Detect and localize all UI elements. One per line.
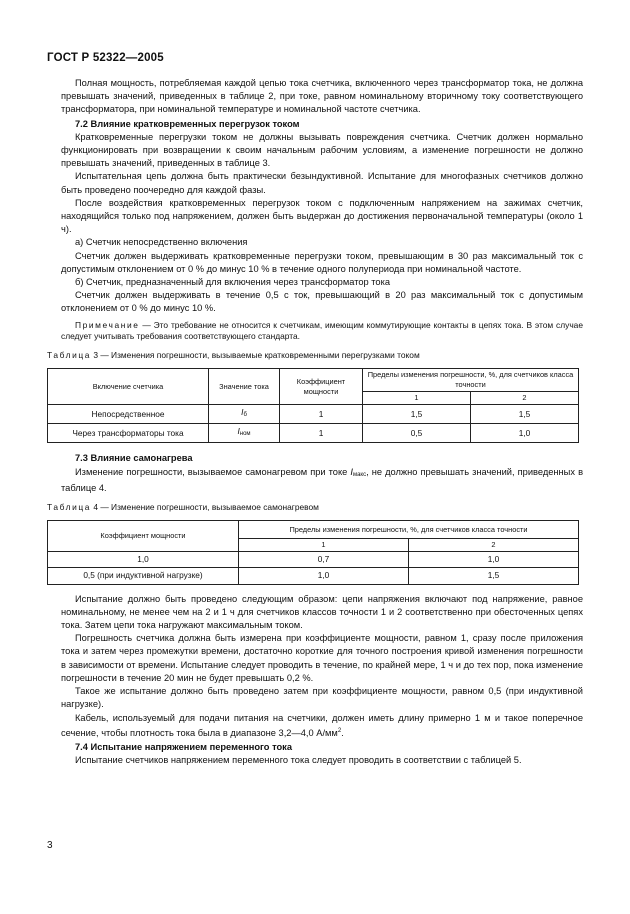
- table-cell: 1,5: [363, 405, 471, 424]
- table4-header-class-1: 1: [239, 539, 409, 552]
- table-cell: 0,5 (при индуктивной нагрузке): [48, 568, 239, 584]
- table-cell: Iном: [209, 424, 280, 443]
- table4-caption-label: Таблица: [47, 502, 92, 513]
- table3-caption: [47, 349, 583, 362]
- table-4: [47, 520, 579, 584]
- paragraph: После воздействия кратковременных перегрузок током с подключенным напряжением на зажимах счетчик, находящийся только под напряжением, должен быть выдержан до достижения первоначальной температуры (около 1 ч).: [61, 197, 583, 235]
- section-heading-7-4: 7.4 Испытание напряжением переменного тока: [75, 742, 292, 752]
- table3-header-power-factor: Коэффициент мощности: [280, 369, 363, 405]
- list-item-b: б) Счетчик, предназначенный для включения через трансформатор тока: [75, 277, 391, 288]
- section-heading-7-3: 7.3 Влияние самонагрева: [75, 453, 193, 464]
- list-item-a: а) Счетчик непосредственно включения: [75, 237, 248, 248]
- paragraph: Такое же испытание должно быть проведено затем при коэффициенте мощности, равном 0,5 (при индуктивной нагрузке).: [61, 686, 583, 710]
- paragraph: Полная мощность, потребляемая каждой цепью тока счетчика, включенного через трансформатор тока, не должна превышать значений, приведенных в таблице 2, при токе, равном номинальному вторичному току соответствующего трансформатора, при номинальной температуре и номинальной частоте счетчика.: [61, 78, 583, 115]
- table-cell: 1,0: [408, 552, 578, 568]
- paragraph: Счетчик должен выдерживать в течение 0,5 с ток, превышающий в 20 раз максимальный ток с допустимым отклонением от 0 % до минус 10 %.: [61, 290, 583, 314]
- note: [61, 320, 583, 343]
- table-cell: 1,5: [408, 568, 578, 584]
- table-row: [48, 405, 579, 424]
- table-cell: Непосредственное: [48, 405, 209, 424]
- paragraph: Погрешность счетчика должна быть измерена при коэффициенте мощности, равном 1, сразу после приложения тока и затем через промежутки времени, достаточно короткие для точного построения кривой изменения погрешности в зависимости от времени. Испытание следует проводить в течение, по крайней мере, 1 ч и до тех пор, пока изменение погрешности в течение 20 мин не будет превышать 0,2 %.: [61, 633, 583, 683]
- table-cell: 0,7: [239, 552, 409, 568]
- table-cell: 1,0: [239, 568, 409, 584]
- table4-caption: [47, 501, 583, 514]
- page-number: 3: [47, 840, 53, 851]
- paragraph: Кратковременные перегрузки током не должны вызывать повреждения счетчика. Счетчик должен нормально функционировать при возвращении к своим начальным рабочим условиям, а изменение погрешности не должно превышать значений, приведенных в таблице 3.: [61, 131, 583, 169]
- table3-header-connection: Включение счетчика: [48, 369, 209, 405]
- table-cell: 1: [280, 405, 363, 424]
- table4-caption-text: 4 — Изменение погрешности, вызываемое самонагревом: [91, 502, 319, 513]
- page-header: ГОСТ Р 52322—2005: [47, 52, 164, 64]
- table3-header-current: Значение тока: [209, 369, 280, 405]
- paragraph: Испытание счетчиков напряжением переменного тока следует проводить в соответствии с таблицей 5.: [75, 755, 522, 766]
- table3-header-class-1: 1: [363, 392, 471, 405]
- paragraph: Испытание должно быть проведено следующим образом: цепи напряжения включают под напряжение, равное номинальному, не менее чем на 2 и 1 ч для счетчиков классов точности 1 и 2 соответственно при обесточенных цепях тока. Затем цепи тока нагружают максимальным током.: [61, 593, 583, 631]
- table-cell: 1: [280, 424, 363, 443]
- paragraph: Испытательная цепь должна быть практически безындуктивной. Испытание для многофазных счетчиков должно быть проведено поочередно для каждой фазы.: [61, 171, 583, 195]
- note-text: — Это требование не относится к счетчикам, имеющим коммутирующие контакты в цепях тока. В этом случае следует учитывать требования соответствующего стандарта.: [61, 319, 583, 342]
- paragraph: Изменение погрешности, вызываемое самонагревом при токе Iмакс, не должно превышать значений, приведенных в таблице 4.: [61, 466, 584, 493]
- table-cell: Iб: [209, 405, 280, 424]
- page-content: [47, 77, 584, 767]
- table-cell: 1,0: [48, 552, 239, 568]
- table-row: [48, 552, 579, 568]
- table-cell: Через трансформаторы тока: [48, 424, 209, 443]
- table3-header-class-2: 2: [470, 392, 578, 405]
- table3-header-limits: Пределы изменения погрешности, %, для счетчиков класса точности: [363, 369, 579, 392]
- note-label: Примечание: [75, 319, 140, 330]
- table-row: [48, 568, 579, 584]
- table-cell: 0,5: [363, 424, 471, 443]
- table4-header-class-2: 2: [408, 539, 578, 552]
- paragraph: Счетчик должен выдерживать кратковременные перегрузки током, превышающим в 30 раз максимальный ток с допустимым отклонением от 0 % до минус 10 % в течение одного полупериода при номинальной частоте.: [61, 250, 583, 274]
- table-row: [48, 424, 579, 443]
- table4-header-power-factor: Коэффициент мощности: [48, 521, 239, 552]
- table-3: [47, 368, 579, 443]
- table-cell: 1,0: [470, 424, 578, 443]
- paragraph: Кабель, используемый для подачи питания на счетчики, должен иметь длину примерно 1 м и такое поперечное сечение, чтобы плотность тока была в диапазоне 3,2—4,0 $А/мм^2$.: [61, 712, 583, 738]
- table-cell: 1,5: [470, 405, 578, 424]
- table3-caption-text: 3 — Изменения погрешности, вызываемые кратковременными перегрузками током: [91, 349, 420, 360]
- table4-header-limits: Пределы изменения погрешности, %, для счетчиков класса точности: [239, 521, 579, 539]
- table3-caption-label: Таблица: [47, 349, 92, 360]
- section-heading-7-2: 7.2 Влияние кратковременных перегрузок током: [75, 118, 300, 129]
